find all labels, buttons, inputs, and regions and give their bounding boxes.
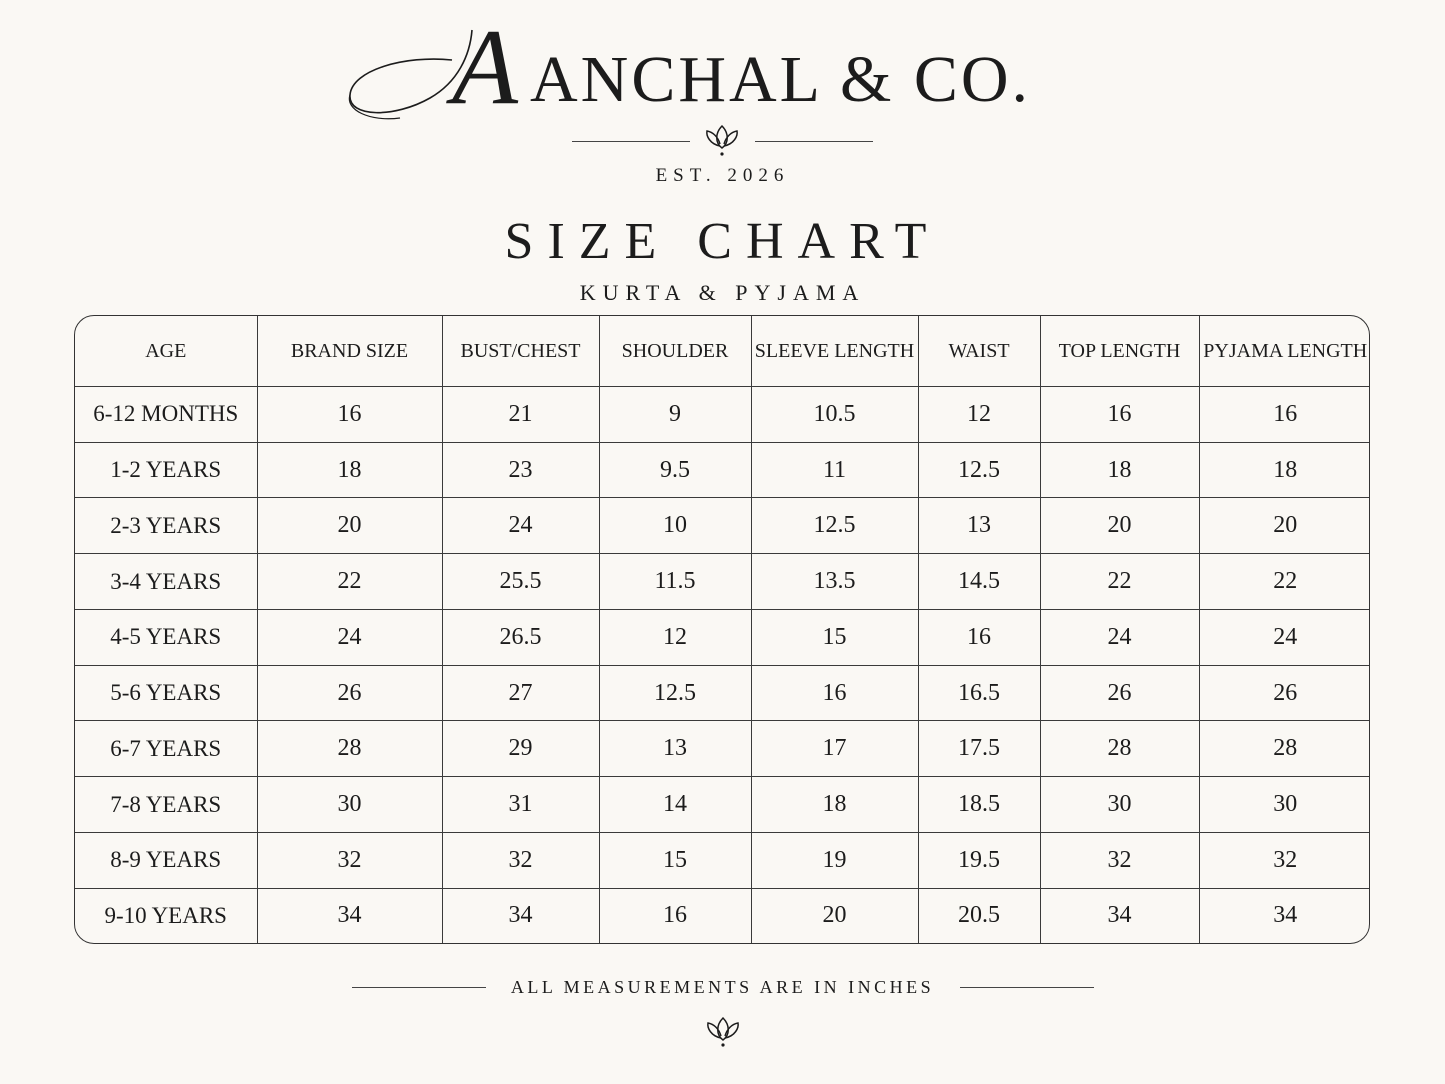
measurement-cell: 15 [751,609,918,665]
measurement-cell: 16 [1199,387,1370,443]
table-row [75,777,1370,833]
age-cell: 4-5 YEARS [75,609,257,665]
measurement-cell: 16 [257,387,442,443]
measurement-cell: 18 [1040,442,1199,498]
measurement-cell: 32 [1040,832,1199,888]
measurement-cell: 20 [257,498,442,554]
measurement-cell: 24 [257,609,442,665]
table-row [75,832,1370,888]
measurement-cell: 17 [751,721,918,777]
measurement-cell: 12.5 [599,665,751,721]
measurement-cell: 24 [442,498,599,554]
measurement-cell: 29 [442,721,599,777]
established-text: EST. 2026 [655,165,790,186]
page-subtitle: KURTA & PYJAMA [579,280,866,305]
table-row [75,888,1370,943]
measurement-cell: 22 [1199,554,1370,610]
lotus-icon [706,1016,740,1048]
measurement-cell: 19.5 [918,832,1040,888]
measurement-cell: 14.5 [918,554,1040,610]
age-cell: 9-10 YEARS [75,888,257,943]
measurement-cell: 18 [751,777,918,833]
column-header: BUST/CHEST [442,316,599,387]
measurement-cell: 28 [257,721,442,777]
measurement-cell: 22 [257,554,442,610]
measurement-cell: 20 [1199,498,1370,554]
measurement-cell: 12.5 [918,442,1040,498]
age-cell: 1-2 YEARS [75,442,257,498]
lotus-icon [707,126,737,156]
measurement-cell: 34 [1040,888,1199,943]
table-row [75,665,1370,721]
brand-initial: A [452,8,518,127]
age-cell: 6-12 MONTHS [75,387,257,443]
measurement-cell: 18 [257,442,442,498]
measurement-cell: 13.5 [751,554,918,610]
measurement-cell: 26 [257,665,442,721]
measurement-cell: 18 [1199,442,1370,498]
measurement-cell: 26 [1199,665,1370,721]
measurement-cell: 20 [1040,498,1199,554]
age-cell: 3-4 YEARS [75,554,257,610]
column-header: TOP LENGTH [1040,316,1199,387]
measurement-cell: 32 [442,832,599,888]
measurement-cell: 10 [599,498,751,554]
measurement-cell: 30 [1040,777,1199,833]
table-row [75,387,1370,443]
measurement-cell: 13 [599,721,751,777]
measurement-cell: 14 [599,777,751,833]
brand-divider-right [755,141,873,142]
measurement-cell: 16 [918,609,1040,665]
measurement-cell: 20.5 [918,888,1040,943]
column-header: SHOULDER [599,316,751,387]
measurement-cell: 12 [918,387,1040,443]
measurement-cell: 30 [1199,777,1370,833]
measurement-cell: 31 [442,777,599,833]
column-header: WAIST [918,316,1040,387]
size-table-container [74,315,1370,944]
measurement-cell: 12.5 [751,498,918,554]
measurement-cell: 22 [1040,554,1199,610]
size-table [75,316,1370,943]
measurement-cell: 10.5 [751,387,918,443]
column-header: SLEEVE LENGTH [751,316,918,387]
measurement-cell: 24 [1040,609,1199,665]
measurement-cell: 34 [1199,888,1370,943]
measurement-cell: 23 [442,442,599,498]
measurement-cell: 11.5 [599,554,751,610]
table-row [75,498,1370,554]
column-header: PYJAMA LENGTH [1199,316,1370,387]
measurement-cell: 27 [442,665,599,721]
measurement-note: ALL MEASUREMENTS ARE IN INCHES [510,977,935,997]
column-header: BRAND SIZE [257,316,442,387]
measurement-cell: 16 [751,665,918,721]
page-title: SIZE CHART [504,213,941,270]
measurement-cell: 26 [1040,665,1199,721]
measurement-cell: 13 [918,498,1040,554]
measurement-cell: 19 [751,832,918,888]
measurement-cell: 24 [1199,609,1370,665]
measurement-cell: 15 [599,832,751,888]
measurement-cell: 18.5 [918,777,1040,833]
measurement-cell: 25.5 [442,554,599,610]
measurement-cell: 9.5 [599,442,751,498]
age-cell: 7-8 YEARS [75,777,257,833]
measurement-cell: 28 [1199,721,1370,777]
age-cell: 6-7 YEARS [75,721,257,777]
measurement-cell: 21 [442,387,599,443]
measurement-cell: 17.5 [918,721,1040,777]
table-row [75,609,1370,665]
table-row [75,442,1370,498]
table-row [75,554,1370,610]
measurement-cell: 34 [442,888,599,943]
age-cell: 5-6 YEARS [75,665,257,721]
measurement-cell: 32 [257,832,442,888]
age-cell: 2-3 YEARS [75,498,257,554]
measurement-cell: 12 [599,609,751,665]
column-header: AGE [75,316,257,387]
measurement-cell: 26.5 [442,609,599,665]
measurement-cell: 32 [1199,832,1370,888]
measurement-cell: 16.5 [918,665,1040,721]
measurement-cell: 11 [751,442,918,498]
measurement-cell: 30 [257,777,442,833]
measurement-cell: 9 [599,387,751,443]
measurement-cell: 20 [751,888,918,943]
measurement-cell: 16 [599,888,751,943]
measurement-cell: 28 [1040,721,1199,777]
table-header-row [75,316,1370,387]
measurement-cell: 34 [257,888,442,943]
brand-name: ANCHAL & CO. [530,43,1032,116]
table-row [75,721,1370,777]
age-cell: 8-9 YEARS [75,832,257,888]
measurement-cell: 16 [1040,387,1199,443]
brand-divider-left [572,141,690,142]
